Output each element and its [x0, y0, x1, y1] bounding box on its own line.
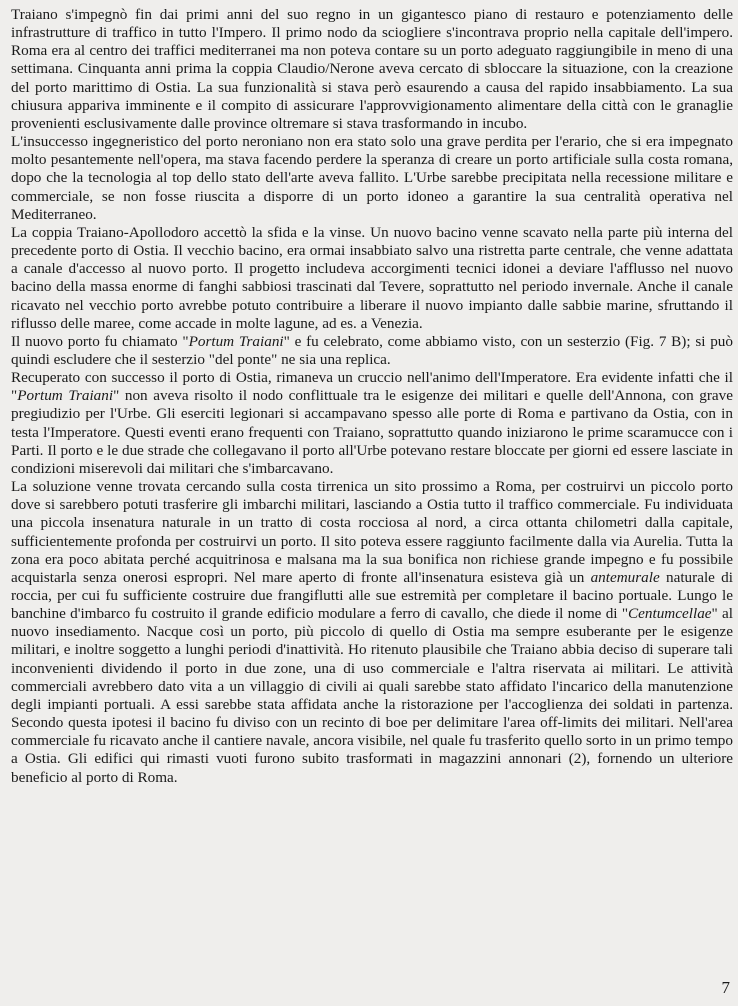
italic-text: antemurale [590, 568, 660, 586]
text-run: Il nuovo porto fu chiamato " [11, 332, 189, 350]
text-run: La coppia Traiano-Apollodoro accettò la sfida e la vinse. Un nuovo bacino venne scavato nella parte più interna del precedente porto di Ostia. Il vecchio bacino, era ormai insabbiato salvo una ristretta parte centrale, che venne adattata a canale d'accesso al nuovo porto. Il progetto includeva accorgimenti tecnici idonei a deviare l'afflusso nel nuovo bacino della massa enorme di fanghi sabbiosi trascinati dal Tevere, soprattutto nel periodo invernale. Anche il canale ricavato nel vecchio porto avrebbe potuto contribuire a liberare il nuovo impianto dalle sabbie marine, sfruttando il riflusso delle maree, come accade in molte lagune, ad es. a Venezia. [11, 223, 733, 332]
text-run: " e fu celebrato, come abbiamo visto, con un sesterzio (Fig. 7 B); si può quindi escludere che il sesterzio "del ponte" ne sia una replica. [11, 332, 733, 368]
paragraph [11, 333, 733, 369]
text-run: La soluzione venne trovata cercando sulla costa tirrenica un sito prossimo a Roma, per costruirvi un piccolo porto dove si sarebbero potuti trasferire gli imbarchi militari, lasciando a Ostia tutto il traffico commerciale. Fu individuata una piccola insenatura naturale in un tratto di costa rocciosa al nord, a circa ottanta chilometri dalla capitale, sufficientemente profonda per costruirvi un porto. Il sito poteva essere raggiunto facilmente dalla via Aurelia. Tutta la zona era poco abitata perché acquitrinosa e malsana ma la sua bonifica non richiese grande impegno e fu possibile acquistarla senza onerosi espropri. Nel mare aperto di fronte all'insenatura esisteva già un [11, 478, 733, 586]
italic-text: Portum Traiani [188, 332, 284, 350]
text-run: Traiano s'impegnò fin dai primi anni del suo regno in un gigantesco piano di restauro e potenziamento delle infrastrutture di traffico in tutto l'Impero. Il primo nodo da sciogliere s'incontrava proprio nella capitale dell'impero. Roma era al centro dei traffici mediterranei ma non poteva contare su un porto adeguato raggiungibile in meno di una settimana. Cinquanta anni prima la coppia Claudio/Nerone aveva cercato di sbloccare la situazione, con la creazione del porto marittimo di Ostia. La sua funzionalità si stava però esaurendo a causa del rapido insabbiamento. La sua chiusura appariva imminente e il compito di assicurare l'approvvigionamento alimentare della città con le granaglie provenienti esclusivamente dalle province oltremare si stava trasformando in incubo. [11, 6, 733, 132]
paragraph [11, 133, 733, 224]
text-run: Recuperato con successo il porto di Ostia, rimaneva un cruccio nell'animo dell'Imperatore. Era evidente infatti che il " [11, 369, 733, 405]
text-run: naturale di roccia, per cui fu sufficiente costruire due frangiflutti alle sue estremità per completare il bacino portuale. Lungo le banchine d'imbarco fu costruito il grande edificio modulare a ferro di cavallo, che diede il nome di " [11, 568, 733, 623]
paragraph [11, 6, 733, 133]
paragraph [11, 369, 733, 478]
page-number: 7 [721, 978, 730, 997]
text-run: " non aveva risolto il nodo conflittuale tra le esigenze dei militari e quelle dell'Annona, con grave pregiudizio per l'Urbe. Gli eserciti legionari si accampavano spesso alle porte di Roma e partivano da Ostia, con in testa l'Imperatore. Questi eventi erano frequenti con Traiano, soprattutto quando iniziarono le prime scaramucce con i Parti. Il porto e le due strade che collegavano il porto all'Urbe potevano restare bloccate per giorni ed essere lasciate in condizioni miserevoli dai militari che s'imbarcavano. [11, 387, 733, 477]
paragraph [11, 224, 733, 333]
italic-text: Portum Traiani [17, 387, 114, 405]
body-text [11, 6, 733, 787]
paragraph [11, 478, 733, 787]
text-run: L'insuccesso ingegneristico del porto neroniano non era stato solo una grave perdita per l'erario, che si era impegnato molto pesantemente nell'opera, ma stava facendo perdere la speranza di creare un porto artificiale sulla costa romana, dopo che la tecnologia al top dello stato dell'arte aveva fallito. L'Urbe sarebbe precipitata nella recessione militare e commerciale, se non fosse riuscita a disporre di un porto idoneo a garantire la sua centralità operativa nel Mediterraneo. [11, 133, 733, 223]
italic-text: Centumcellae [628, 605, 712, 623]
text-run: " al nuovo insediamento. Nacque così un porto, più piccolo di quello di Ostia ma sempre esuberante per le esigenze militari, e inoltre soggetto a lunghi periodi d'inattività. Ho ritenuto plausibile che Traiano abbia deciso di superare tali inconvenienti dividendo il porto in due zone, una di uso commerciale e l'altra riservata ai militari. Le attività commerciali avrebbero dato vita a un villaggio di civili ai quali sarebbe stato affidato l'incarico della manutenzione degli impianti portuali. A essi sarebbe stata affidata anche la ristorazione per l'accoglienza dei soldati in partenza. Secondo questa ipotesi il bacino fu diviso con un recinto di boe per delimitare l'area off-limits dei militari. Nell'area commerciale fu ricavato anche il cantiere navale, ancora visibile, nel quale fu trasferito quello sorto in un primo tempo a Ostia. Gli edifici qui rimasti vuoti furono subito trasformati in magazzini annonari (2), fornendo un ulteriore beneficio al porto di Roma. [11, 605, 733, 786]
